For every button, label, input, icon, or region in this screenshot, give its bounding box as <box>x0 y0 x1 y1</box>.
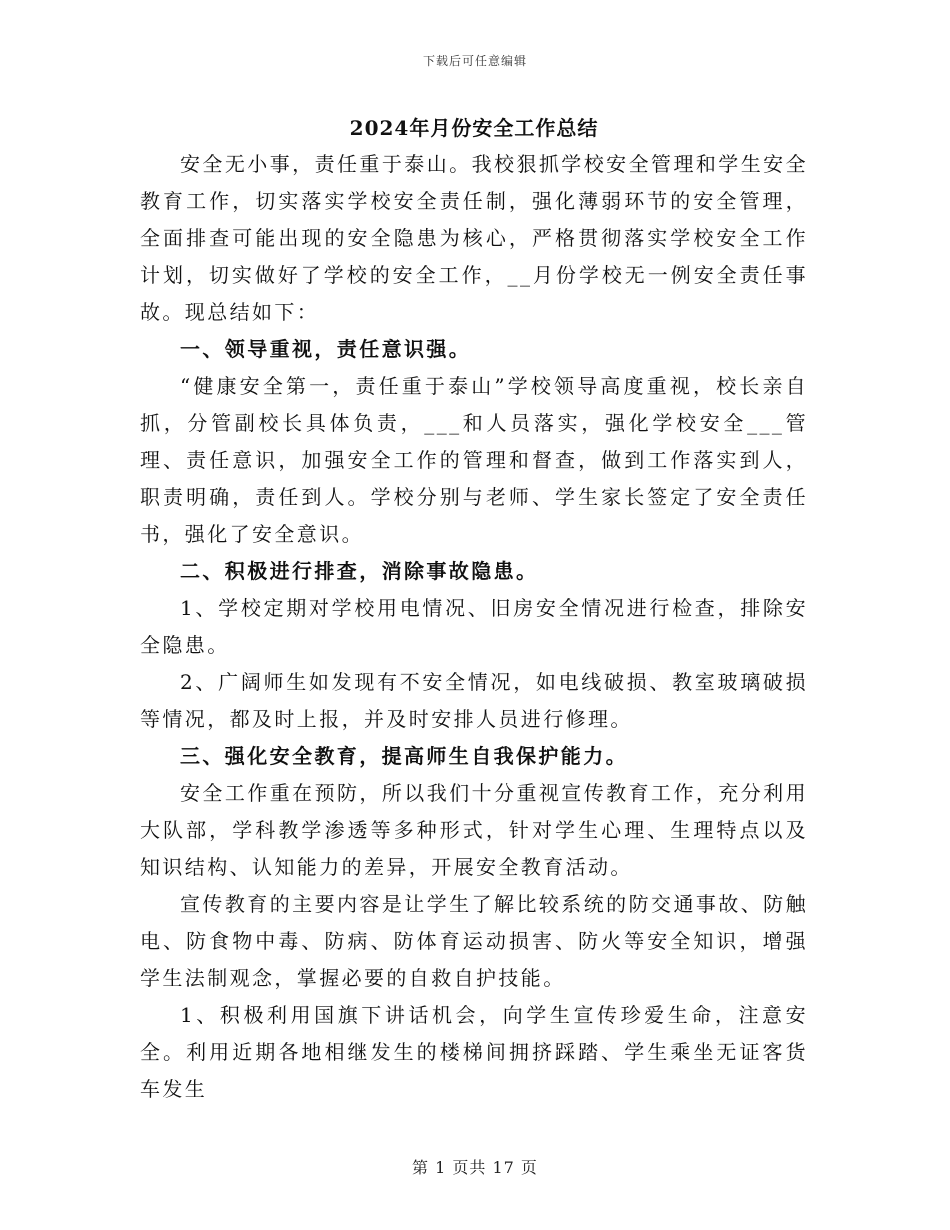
paragraph-education-1: 安全工作重在预防，所以我们十分重视宣传教育工作，充分利用大队部，学科教学渗透等多种形式，针对学生心理、生理特点以及知识结构、认知能力的差异，开展安全教育活动。 <box>140 781 808 879</box>
document-body <box>140 110 808 1108</box>
paragraph-inspection-1: 1、学校定期对学校用电情况、旧房安全情况进行检查，排除安全隐患。 <box>140 596 808 657</box>
section-heading-2: 二、积极进行排查，消除事故隐患。 <box>180 559 539 583</box>
paragraph-intro: 安全无小事，责任重于泰山。我校狠抓学校安全管理和学生安全教育工作，切实落实学校安全责任制，强化薄弱环节的安全管理，全面排查可能出现的安全隐患为核心，严格贯彻落实学校安全工作计划，切实做好了学校的安全工作，__月份学校无一例安全责任事故。现总结如下： <box>140 152 808 324</box>
paragraph-inspection-2: 2、广阔师生如发现有不安全情况，如电线破损、教室玻璃破损等情况，都及时上报，并及时安排人员进行修理。 <box>140 670 808 731</box>
paragraph-education-2: 宣传教育的主要内容是让学生了解比较系统的防交通事故、防触电、防食物中毒、防病、防体育运动损害、防火等安全知识，增强学生法制观念，掌握必要的自救自护技能。 <box>140 892 808 990</box>
paragraph-leadership: “健康安全第一，责任重于泰山”学校领导高度重视，校长亲自抓，分管副校长具体负责，___和人员落实，强化学校安全___管理、责任意识，加强安全工作的管理和督查，做到工作落实到人，职责明确，责任到人。学校分别与老师、学生家长签定了安全责任书，强化了安全意识。 <box>140 374 808 546</box>
page-number-footer: 第 1 页共 17 页 <box>412 1158 538 1177</box>
document-title: 2024年月份安全工作总结 <box>349 116 599 140</box>
page-header-note: 下载后可任意编辑 <box>422 54 527 68</box>
section-heading-1: 一、领导重视，责任意识强。 <box>180 337 472 361</box>
paragraph-education-3: 1、积极利用国旗下讲话机会，向学生宣传珍爱生命，注意安全。利用近期各地相继发生的楼梯间拥挤踩踏、学生乘坐无证客货车发生 <box>140 1003 808 1101</box>
section-heading-3: 三、强化安全教育，提高师生自我保护能力。 <box>180 744 628 768</box>
